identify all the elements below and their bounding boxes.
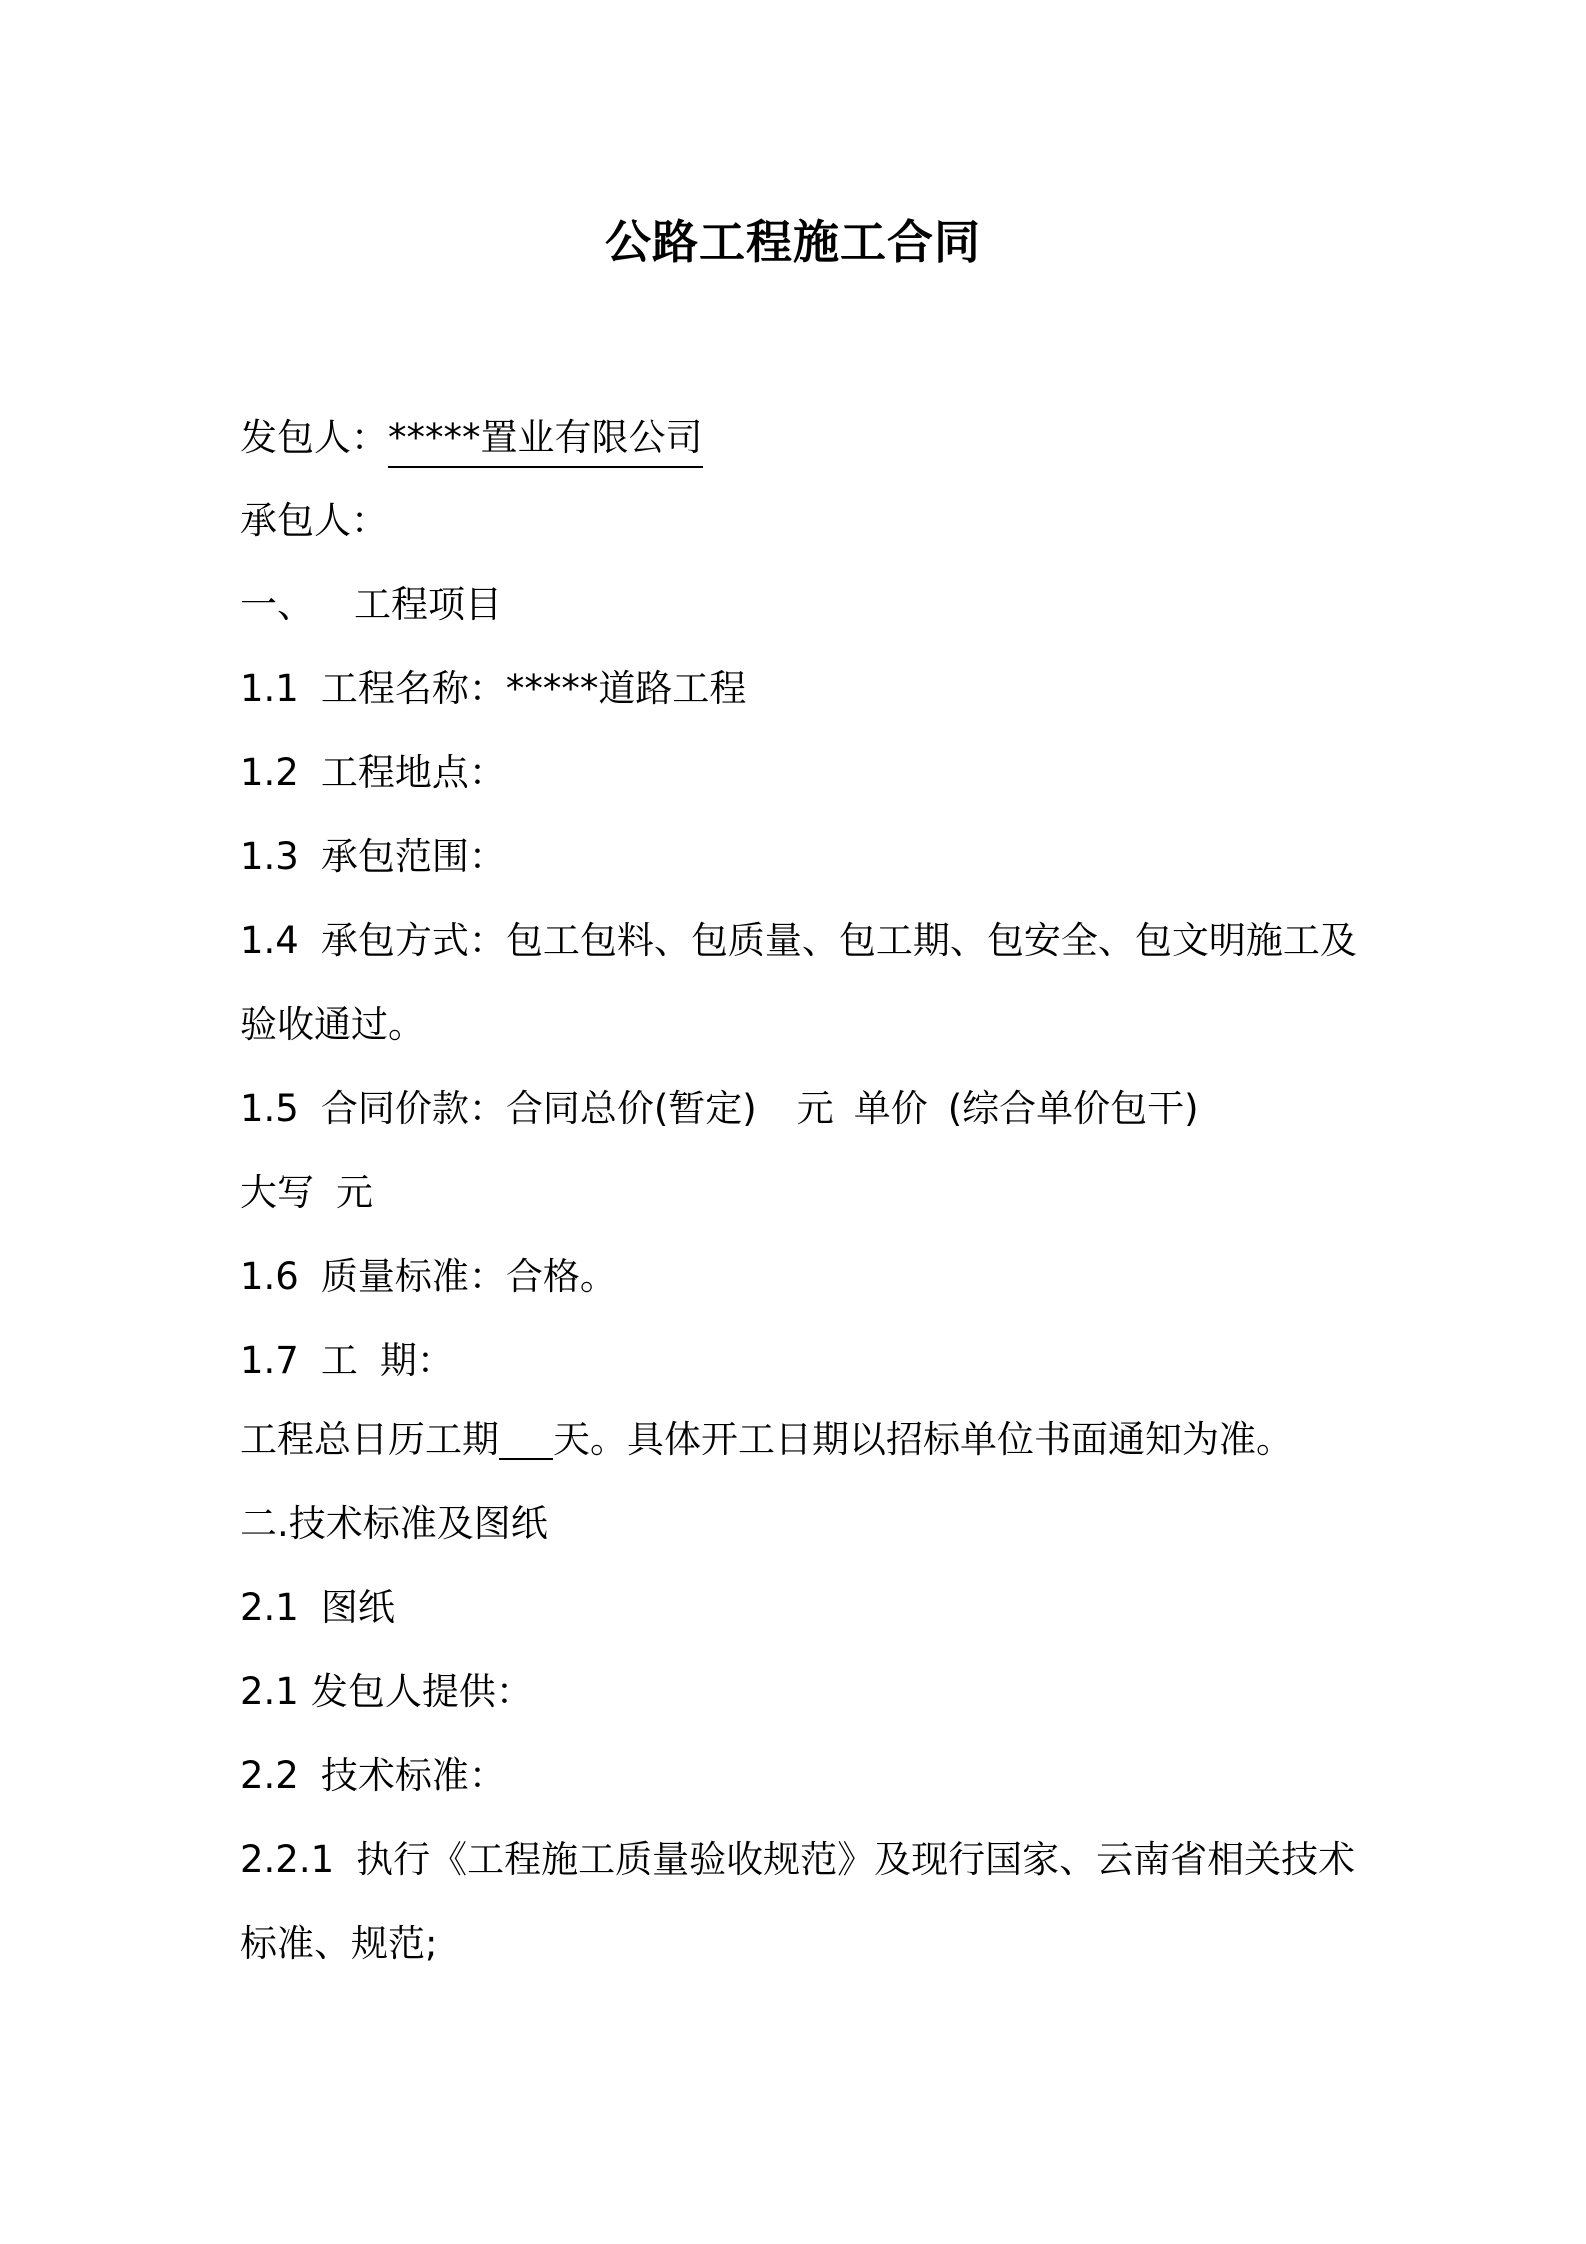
item-1-3 (240, 832, 506, 882)
document-title: 公路工程施工合同 (605, 215, 981, 269)
item-1-7-text-a: 工 (320, 1339, 358, 1382)
item-1-6-text: 质量标准：合格。 (320, 1255, 617, 1298)
item-2-1-num: 2.1 (240, 1586, 299, 1629)
item-2-2-text: 技术标准： (320, 1754, 506, 1797)
item-2-1 (240, 1583, 395, 1633)
item-1-3-text: 承包范围： (320, 835, 506, 878)
item-1-2 (240, 748, 506, 798)
item-1-2-num: 1.2 (240, 751, 299, 794)
item-1-7-text-b: 期： (379, 1339, 454, 1382)
item-1-5-num: 1.5 (240, 1087, 299, 1130)
contractor-label: 承包人： (240, 499, 388, 542)
section1-heading-num: 一、 (240, 583, 314, 626)
item-1-5-text-a: 合同价款：合同总价(暂定) (320, 1087, 757, 1130)
item-1-4-text: 承包方式：包工包料、包质量、包工期、包安全、包文明施工及 (320, 919, 1357, 962)
duration-text-b: 天。具体开工日期以招标单位书面通知为准。 (553, 1418, 1293, 1461)
item-1-5-text-b: 元 (796, 1087, 834, 1130)
item-1-7 (240, 1336, 454, 1386)
employer-line (240, 413, 703, 468)
contractor-line (240, 496, 388, 546)
employer-value: *****置业有限公司 (388, 416, 703, 468)
item-1-2-text: 工程地点： (320, 751, 506, 794)
item-1-4 (240, 916, 1357, 966)
item-2-1b-text: 发包人提供： (310, 1670, 533, 1713)
item-2-1-text: 图纸 (320, 1586, 395, 1629)
item-2-2-1-continued: 标准、规范; (240, 1922, 438, 1965)
item-1-1-num: 1.1 (240, 667, 299, 710)
item-1-4-continued: 验收通过。 (240, 1003, 425, 1046)
duration-blank (499, 1422, 553, 1460)
item-1-5-cont-b: 元 (336, 1171, 373, 1214)
section1-heading (240, 580, 502, 630)
item-1-6-num: 1.6 (240, 1255, 299, 1298)
item-1-5-text-d: (综合单价包干) (947, 1087, 1199, 1130)
duration-line (240, 1415, 1293, 1465)
item-2-2-1-num: 2.2.1 (240, 1838, 335, 1881)
item-1-4-num: 1.4 (240, 919, 299, 962)
section2-heading: 二.技术标准及图纸 (240, 1502, 548, 1545)
section1-heading-text: 工程项目 (354, 583, 502, 626)
duration-text-a: 工程总日历工期 (240, 1418, 499, 1461)
item-2-2-num: 2.2 (240, 1754, 299, 1797)
item-1-5-continued (240, 1168, 373, 1218)
employer-label: 发包人： (240, 416, 388, 459)
item-2-2 (240, 1751, 506, 1801)
item-1-3-num: 1.3 (240, 835, 299, 878)
item-1-5-cont-a: 大写 (240, 1171, 314, 1214)
item-1-1-text: 工程名称：*****道路工程 (320, 667, 747, 710)
item-2-1b-num: 2.1 (240, 1670, 299, 1713)
item-2-1b (240, 1667, 533, 1717)
item-1-5-text-c: 单价 (853, 1087, 928, 1130)
item-1-6 (240, 1252, 617, 1302)
item-1-5 (240, 1084, 1199, 1134)
item-2-2-1-text: 执行《工程施工质量验收规范》及现行国家、云南省相关技术 (356, 1838, 1356, 1881)
item-2-2-1 (240, 1835, 1355, 1885)
item-1-1 (240, 664, 746, 714)
item-1-7-num: 1.7 (240, 1339, 299, 1382)
